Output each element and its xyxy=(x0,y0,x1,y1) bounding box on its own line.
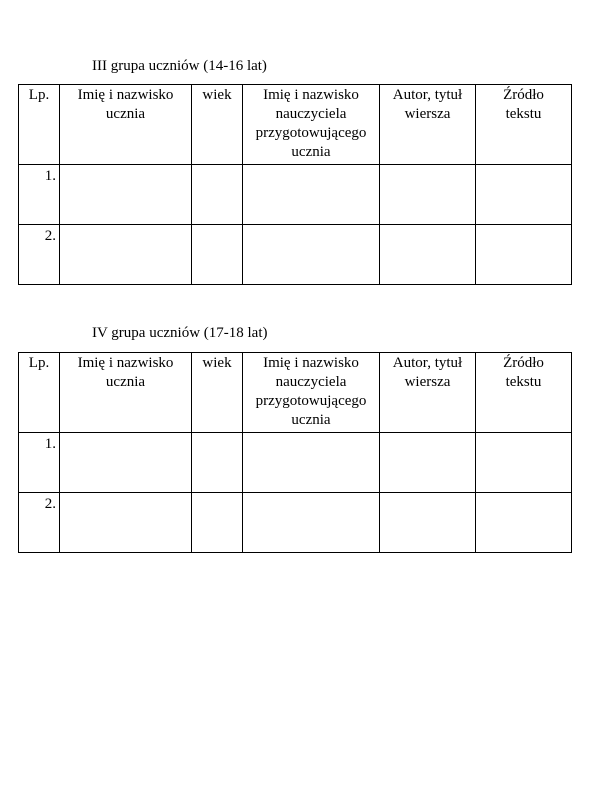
cell-student-name[interactable] xyxy=(60,493,192,553)
cell-source[interactable] xyxy=(476,433,572,493)
cell-student-name[interactable] xyxy=(60,165,192,225)
cell-student-name[interactable] xyxy=(60,433,192,493)
registration-table-group-iv xyxy=(18,352,572,553)
header-lp: Lp. xyxy=(19,85,60,165)
header-lp: Lp. xyxy=(19,353,60,433)
header-source: Źródło tekstu xyxy=(476,353,572,433)
header-age: wiek xyxy=(192,353,243,433)
header-age: wiek xyxy=(192,85,243,165)
table-row xyxy=(19,433,572,493)
header-student-name: Imię i nazwisko ucznia xyxy=(60,353,192,433)
table-row xyxy=(19,165,572,225)
cell-author-title[interactable] xyxy=(380,493,476,553)
table-row xyxy=(19,493,572,553)
cell-student-name[interactable] xyxy=(60,225,192,285)
header-student-name: Imię i nazwisko ucznia xyxy=(60,85,192,165)
cell-author-title[interactable] xyxy=(380,165,476,225)
cell-age[interactable] xyxy=(192,433,243,493)
cell-age[interactable] xyxy=(192,493,243,553)
table-header-row xyxy=(19,85,572,165)
cell-author-title[interactable] xyxy=(380,433,476,493)
header-author-title: Autor, tytuł wiersza xyxy=(380,353,476,433)
cell-source[interactable] xyxy=(476,493,572,553)
cell-lp: 1. xyxy=(19,433,60,493)
header-source: Źródło tekstu xyxy=(476,85,572,165)
cell-teacher-name[interactable] xyxy=(243,433,380,493)
cell-lp: 2. xyxy=(19,493,60,553)
cell-source[interactable] xyxy=(476,225,572,285)
table-row xyxy=(19,225,572,285)
group-title-iv: IV grupa uczniów (17-18 lat) xyxy=(92,325,268,341)
header-teacher-name: Imię i nazwisko nauczyciela przygotowującego ucznia xyxy=(243,85,380,165)
header-author-title: Autor, tytuł wiersza xyxy=(380,85,476,165)
cell-teacher-name[interactable] xyxy=(243,225,380,285)
group-title-iii: III grupa uczniów (14-16 lat) xyxy=(92,58,267,74)
cell-age[interactable] xyxy=(192,225,243,285)
cell-author-title[interactable] xyxy=(380,225,476,285)
cell-age[interactable] xyxy=(192,165,243,225)
registration-table-group-iii xyxy=(18,84,572,285)
table-header-row xyxy=(19,353,572,433)
cell-teacher-name[interactable] xyxy=(243,165,380,225)
cell-source[interactable] xyxy=(476,165,572,225)
cell-lp: 2. xyxy=(19,225,60,285)
cell-lp: 1. xyxy=(19,165,60,225)
header-teacher-name: Imię i nazwisko nauczyciela przygotowującego ucznia xyxy=(243,353,380,433)
cell-teacher-name[interactable] xyxy=(243,493,380,553)
